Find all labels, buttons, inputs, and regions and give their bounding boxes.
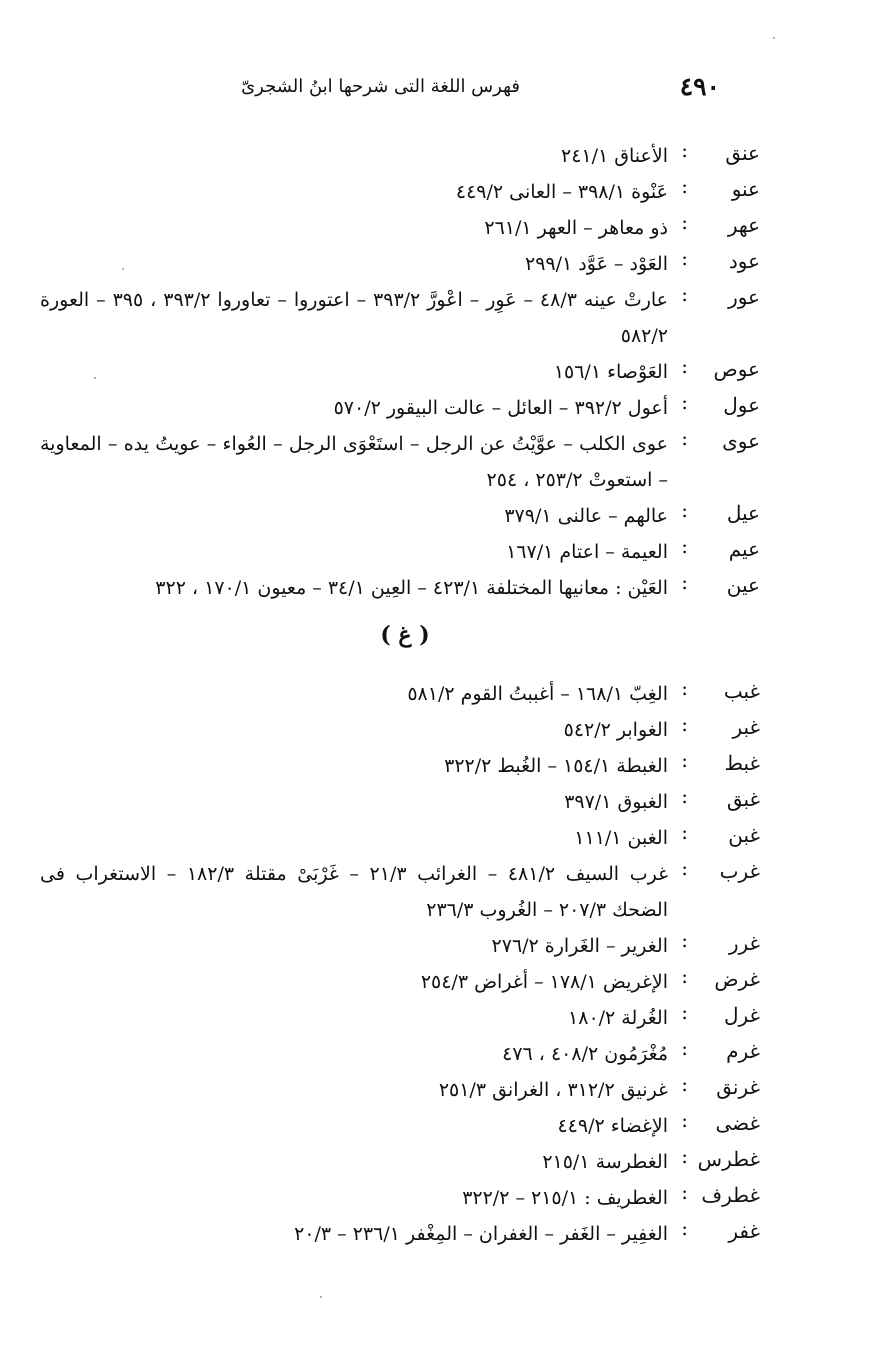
entry-separator: : (681, 498, 688, 522)
entry-text: غرب السيف ٤٨١/٢ – الغرائب ٢١/٣ – غَرْبَىْ مقتلة ١٨٢/٣ – الاستغراب فى الضحك ٢٠٧/٣ – الغُروب ٢٣٦/٣ (40, 863, 668, 921)
entry-root: غرض (714, 967, 760, 991)
index-entry (40, 246, 760, 282)
index-entry (40, 138, 760, 174)
entry-text: العَيْن : معانيها المختلفة ٤٢٣/١ – العِين ٣٤/١ – معيون ١٧٠/١ ، ٣٢٢ (155, 577, 668, 599)
entry-separator: : (681, 210, 688, 234)
entry-separator: : (681, 748, 688, 772)
index-entry (40, 1072, 760, 1108)
entry-text: الغفِير – الغَفر – الغفران – المِغْفر ٢٣٦/١ – ٢٠/٣ (294, 1223, 668, 1245)
entry-text: عارتْ عينه ٤٨/٣ – عَوِر – اعْورَّ ٣٩٣/٢ – اعتوروا – تعاوروا ٣٩٣/٢ ، ٣٩٥ – العورة ٥٨٢/٢ (40, 289, 669, 347)
entry-root: غرب (719, 859, 760, 883)
entry-text: الغبوق ٣٩٧/١ (564, 791, 668, 813)
entry-separator: : (681, 570, 688, 594)
index-section-ghain (40, 676, 760, 1252)
entry-text: الغبطة ١٥٤/١ – الغُبط ٣٢٢/٢ (444, 755, 668, 777)
entry-root: عوى (722, 429, 760, 453)
index-entry (40, 354, 760, 390)
index-entry (40, 498, 760, 534)
paper-speck (122, 268, 124, 270)
entry-separator: : (681, 1216, 688, 1240)
entry-root: غرنق (716, 1075, 760, 1099)
entry-root: غفر (728, 1219, 760, 1243)
entry-separator: : (681, 1000, 688, 1024)
entry-separator: : (681, 1036, 688, 1060)
entry-separator: : (681, 1144, 688, 1168)
index-entry (40, 964, 760, 1000)
entry-text: عالهم – عالنى ٣٧٩/١ (504, 505, 668, 527)
entry-root: عور (728, 285, 760, 309)
entry-text: الإغضاء ٤٤٩/٢ (557, 1115, 668, 1137)
entry-text: العَوْصاء ١٥٦/١ (553, 361, 668, 383)
entry-text: ذو معاهر – العهر ٢٦١/١ (484, 217, 668, 239)
index-section-ain (40, 138, 760, 606)
running-title: فهرس اللغة التى شرحها ابنُ الشجرىّ (241, 76, 520, 97)
entry-root: عيم (728, 537, 760, 561)
entry-separator: : (681, 390, 688, 414)
entry-separator: : (681, 1072, 688, 1096)
entry-root: غرل (723, 1003, 760, 1027)
entry-root: غرر (728, 931, 760, 955)
index-entry (40, 928, 760, 964)
entry-separator: : (681, 712, 688, 736)
entry-separator: : (681, 820, 688, 844)
entry-separator: : (681, 426, 688, 450)
entry-root: غرم (726, 1039, 760, 1063)
entry-text: العيمة – اعتام ١٦٧/١ (506, 541, 668, 563)
index-entry (40, 390, 760, 426)
index-entry (40, 1000, 760, 1036)
entry-root: غضى (715, 1111, 760, 1135)
entry-separator: : (681, 1108, 688, 1132)
entry-separator: : (681, 138, 688, 162)
entry-root: غبب (723, 679, 760, 703)
entry-root: عيل (726, 501, 760, 525)
paper-speck (773, 37, 775, 39)
entry-separator: : (681, 784, 688, 808)
entry-text: الغِبّ ١٦٨/١ – أغببتُ القوم ٥٨١/٢ (407, 683, 668, 705)
entry-root: عول (723, 393, 760, 417)
entry-text: غرنيق ٣١٢/٢ ، الغرانق ٢٥١/٣ (438, 1079, 668, 1101)
index-entry (40, 856, 760, 928)
entry-text: الغطريف : ٢١٥/١ – ٣٢٢/٢ (462, 1187, 668, 1209)
entry-root: غطرس (697, 1147, 760, 1171)
index-entry (40, 784, 760, 820)
entry-text: الغُرلة ١٨٠/٢ (568, 1007, 668, 1029)
entry-root: عوص (713, 357, 760, 381)
index-entry (40, 712, 760, 748)
index-entry (40, 676, 760, 712)
entry-root: عنو (731, 177, 760, 201)
entry-text: العَوْد – عَوَّد ٢٩٩/١ (525, 253, 668, 275)
paper-speck (94, 377, 96, 379)
entry-separator: : (681, 964, 688, 988)
entry-separator: : (681, 354, 688, 378)
entry-text: أعول ٣٩٢/٢ – العائل – عالت البيقور ٥٧٠/٢ (333, 397, 668, 419)
index-entry (40, 748, 760, 784)
index-entry (40, 426, 760, 498)
entry-root: عنق (725, 141, 760, 165)
entry-root: عين (726, 573, 760, 597)
entry-root: عهر (727, 213, 760, 237)
index-entry (40, 820, 760, 856)
entry-root: غبر (732, 715, 760, 739)
entry-root: غبن (728, 823, 760, 847)
entry-text: الإغريض ١٧٨/١ – أغراض ٢٥٤/٣ (420, 971, 668, 993)
entry-separator: : (681, 246, 688, 270)
entry-root: غبط (724, 751, 760, 775)
page-number: ٤٩٠ (679, 72, 720, 101)
entry-separator: : (681, 676, 688, 700)
entry-separator: : (681, 534, 688, 558)
entry-text: عَنْوة ٣٩٨/١ – العانى ٤٤٩/٢ (455, 181, 668, 203)
index-entry (40, 1216, 760, 1252)
entry-root: عود (728, 249, 760, 273)
entry-root: غبق (726, 787, 760, 811)
page-header (241, 72, 720, 108)
index-entry (40, 210, 760, 246)
index-entry (40, 282, 760, 354)
entry-root: غطرف (701, 1183, 760, 1207)
entry-text: الغوابر ٥٤٢/٢ (563, 719, 668, 741)
entry-text: الغطرسة ٢١٥/١ (542, 1151, 668, 1173)
entry-separator: : (681, 1180, 688, 1204)
entry-text: الأعناق ٢٤١/١ (561, 145, 668, 167)
entry-text: مُغْرَمُون ٤٠٨/٢ ، ٤٧٦ (502, 1043, 668, 1065)
section-heading-ghain: ( غ ) (380, 622, 430, 648)
index-entry (40, 534, 760, 570)
entry-text: الغبن ١١١/١ (574, 827, 668, 849)
index-entry (40, 1180, 760, 1216)
index-entry (40, 1108, 760, 1144)
index-entry (40, 1144, 760, 1180)
entry-separator: : (681, 174, 688, 198)
index-entry (40, 1036, 760, 1072)
entry-text: عوى الكلب – عوَّيْتُ عن الرجل – استَعْوَى الرجل – العُواء – عويتُ يده – المعاوية – استعوتْ ٢٥٣/٢ ، ٢٥٤ (40, 433, 668, 491)
index-entry (40, 174, 760, 210)
entry-separator: : (681, 282, 688, 306)
index-entry (40, 570, 760, 606)
entry-separator: : (681, 928, 688, 952)
paper-speck (320, 1296, 322, 1298)
entry-separator: : (681, 856, 688, 880)
entry-text: الغرير – الغَرارة ٢٧٦/٢ (491, 935, 668, 957)
